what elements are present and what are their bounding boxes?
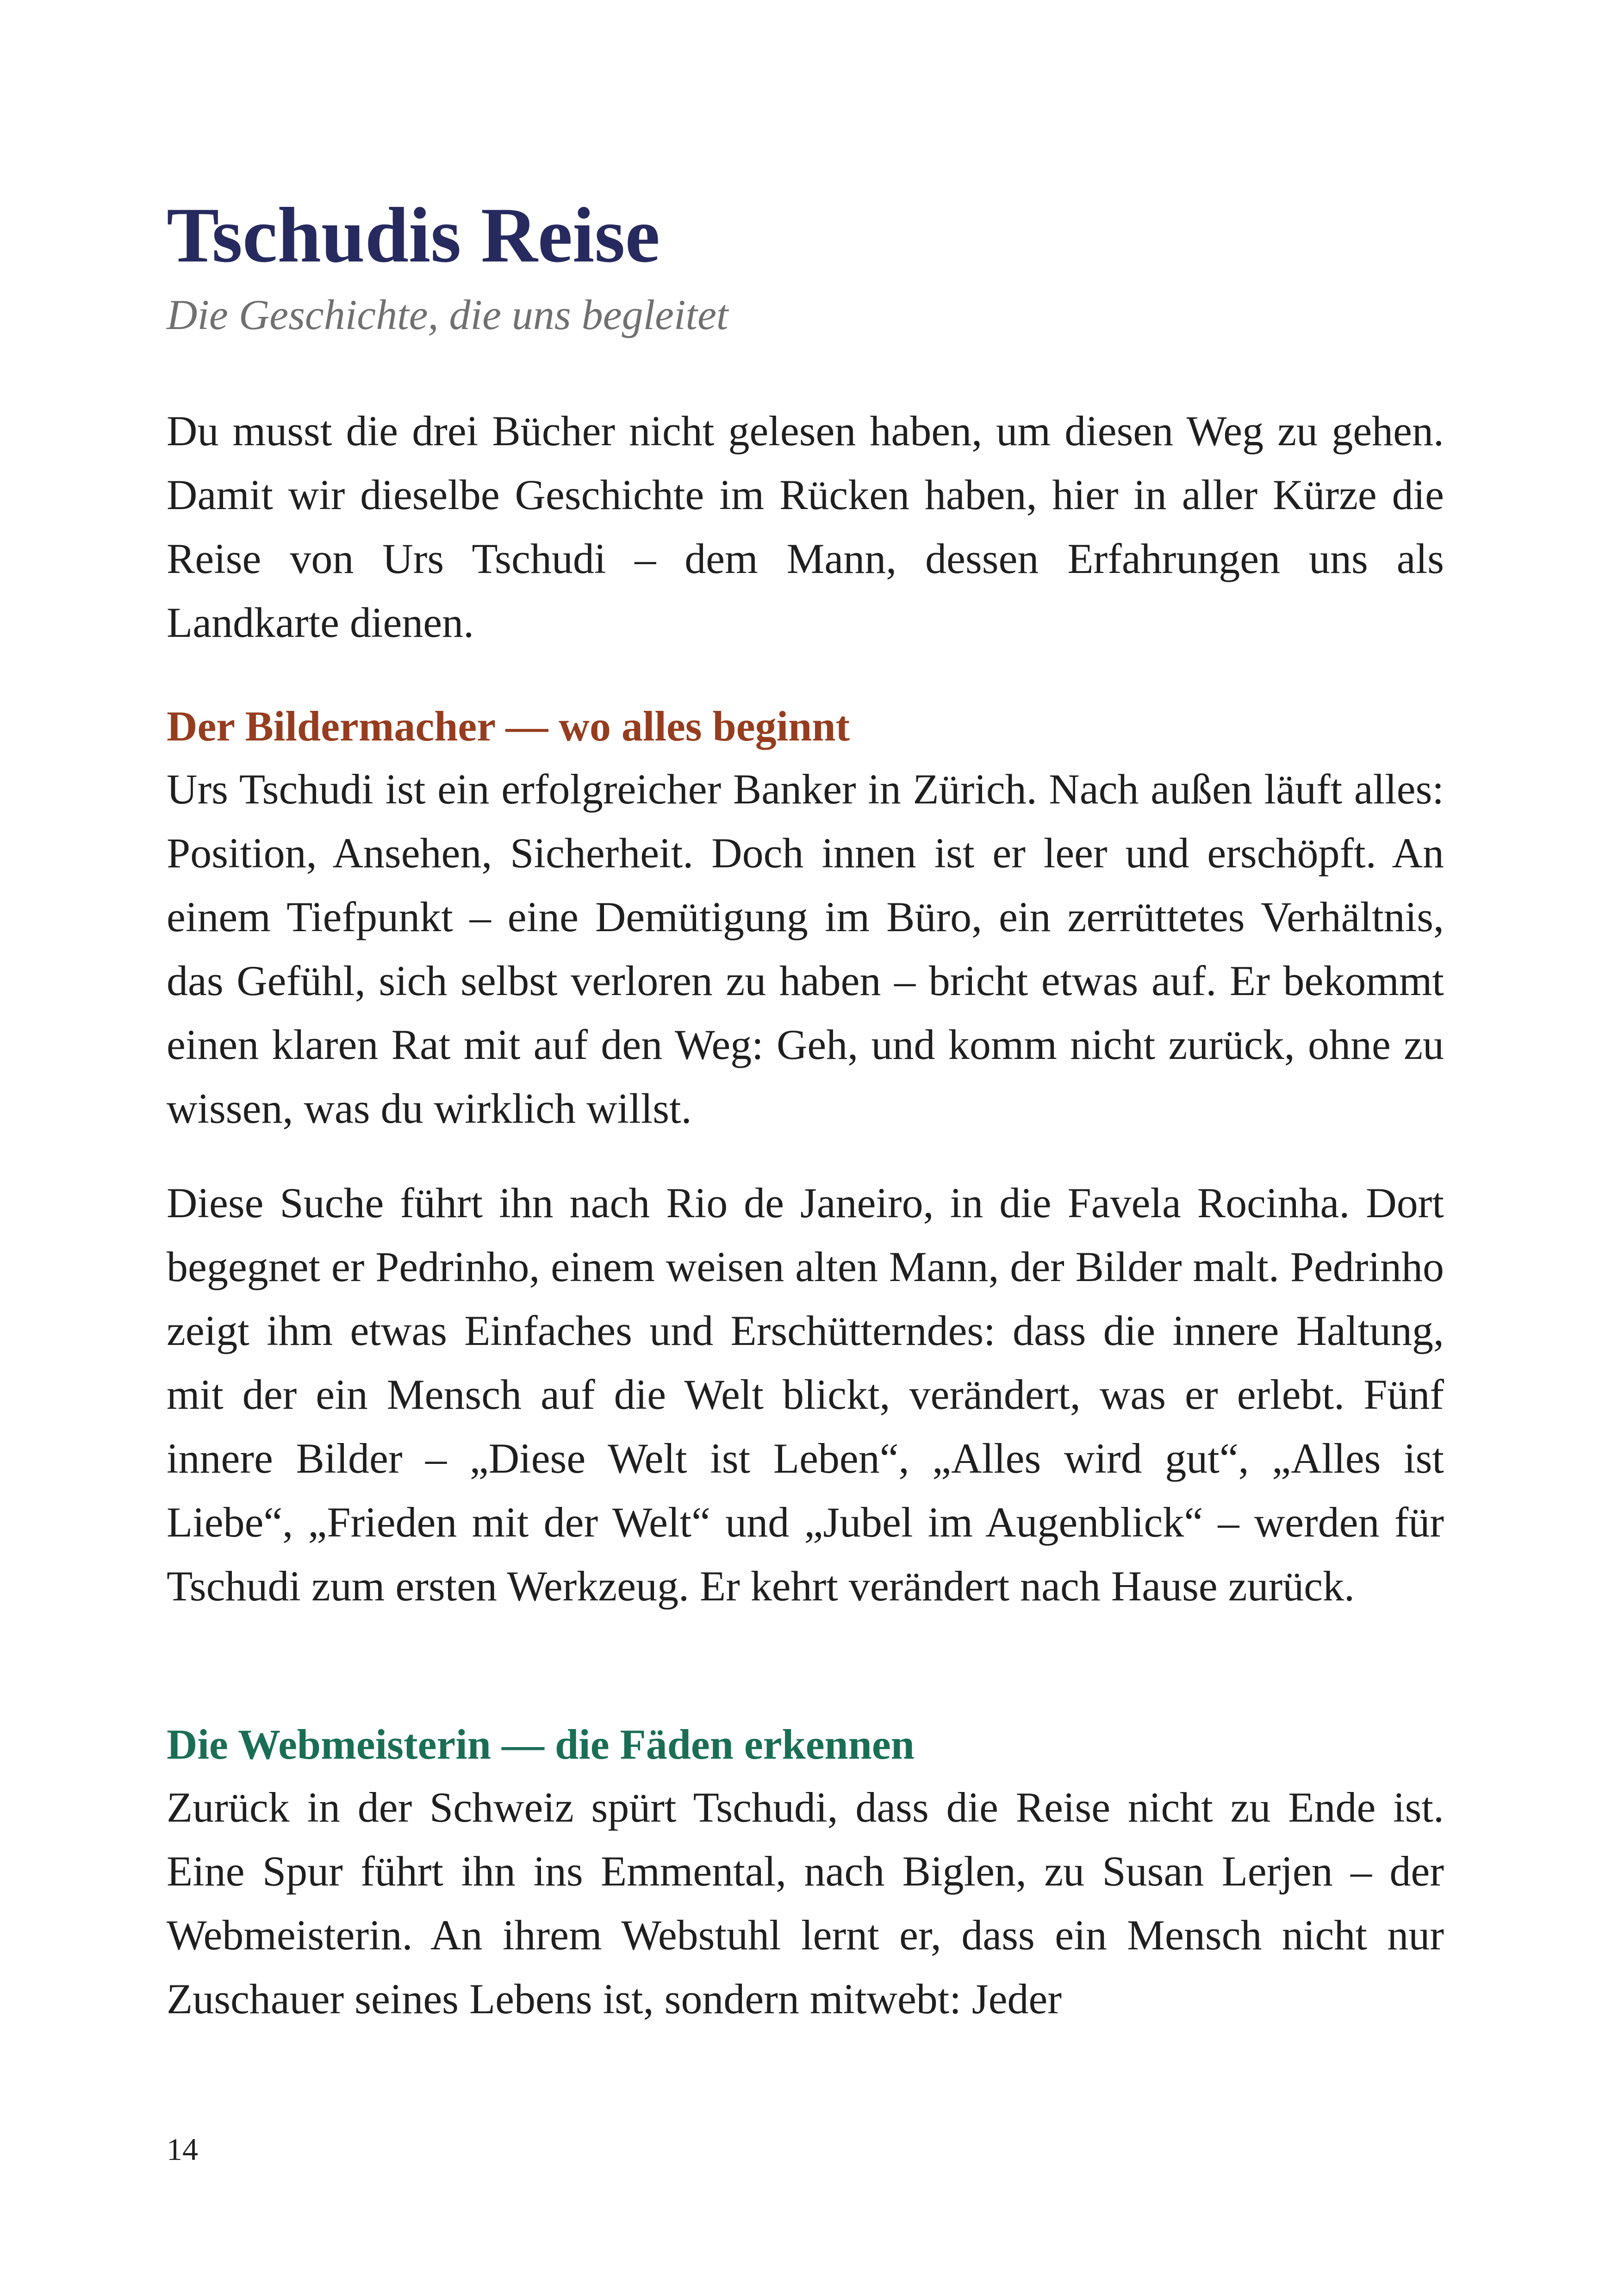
- section-heading-bildermacher: Der Bildermacher — wo alles beginnt: [167, 703, 850, 750]
- page-subtitle: Die Geschichte, die uns begleitet: [167, 291, 728, 338]
- paragraph-webmeisterin-1: Zurück in der Schweiz spürt Tschudi, dass die Reise nicht zu Ende ist. Eine Spur führt ihn ins Emmental, nach Biglen, zu Susan Lerjen – der Webmeisterin. An ihrem Webstuhl lernt er, dass ein Mensch nicht nur Zuschauer seines Lebens ist, sondern mitwebt: Jeder: [167, 1784, 1444, 2022]
- page-number: 14: [167, 2132, 198, 2167]
- page-title: Tschudis Reise: [167, 192, 660, 279]
- paragraph-bildermacher-2: Diese Suche führt ihn nach Rio de Janeiro, in die Favela Rocinha. Dort begegnet er Pedrinho, einem weisen alten Mann, der Bilder malt. Pedrinho zeigt ihm etwas Einfaches und Erschütterndes: dass die innere Haltung, mit der ein Mensch auf die Welt blickt, verändert, was er erlebt. Fünf innere Bilder – „Diese Welt ist Leben“, „Alles wird gut“, „Alles ist Liebe“, „Frieden mit der Welt“ und „Jubel im Augenblick“ – werden für Tschudi zum ersten Werkzeug. Er kehrt verändert nach Hause zurück.: [167, 1179, 1444, 1610]
- section-heading-webmeisterin: Die Webmeisterin — die Fäden erkennen: [167, 1721, 915, 1768]
- intro-paragraph: Du musst die drei Bücher nicht gelesen haben, um diesen Weg zu gehen. Damit wir dieselbe Geschichte im Rücken haben, hier in aller Kürze die Reise von Urs Tschudi – dem Mann, dessen Erfahrungen uns als Landkarte dienen.: [167, 407, 1444, 646]
- paragraph-bildermacher-1: Urs Tschudi ist ein erfolgreicher Banker in Zürich. Nach außen läuft alles: Position, Ansehen, Sicherheit. Doch innen ist er leer und erschöpft. An einem Tiefpunkt – eine Demütigung im Büro, ein zerrüttetes Verhältnis, das Gefühl, sich selbst verloren zu haben – bricht etwas auf. Er bekommt einen klaren Rat mit auf den Weg: Geh, und komm nicht zurück, ohne zu wissen, was du wirklich willst.: [167, 765, 1444, 1132]
